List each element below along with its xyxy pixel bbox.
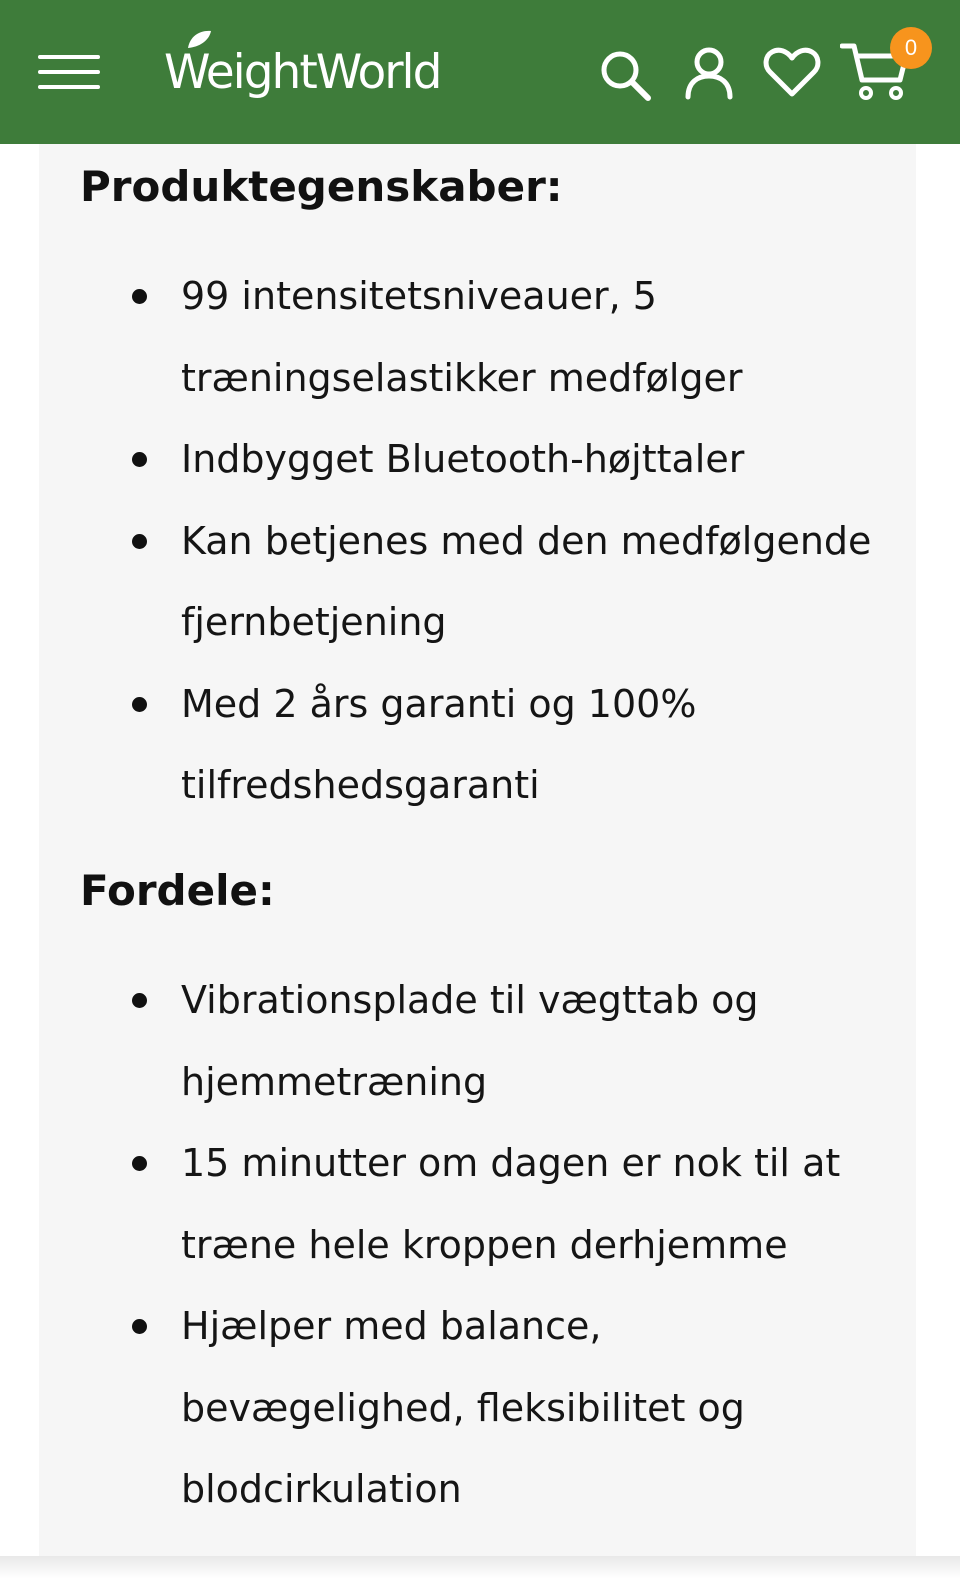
list-item <box>0 501 880 664</box>
menu-icon[interactable] <box>38 52 100 92</box>
bullet-icon <box>132 697 147 712</box>
list-item-text: Hjælper med balance, bevægelighed, fleksibilitet og blodcirkulation <box>181 1304 745 1511</box>
bullet-icon <box>132 289 147 304</box>
bullet-icon <box>132 534 147 549</box>
bullet-icon <box>132 993 147 1008</box>
site-header <box>0 0 960 144</box>
feature-list-fordele <box>0 960 880 1531</box>
list-item <box>0 960 880 1123</box>
section-title-produktegenskaber: Produktegenskaber: <box>80 162 563 211</box>
search-icon[interactable] <box>598 48 652 102</box>
page-bottom-edge <box>0 1556 960 1579</box>
list-item-text: Med 2 års garanti og 100% tilfredshedsgaranti <box>181 681 697 807</box>
list-item <box>0 1286 880 1531</box>
cart-count-badge: 0 <box>890 27 932 69</box>
list-item <box>0 1123 880 1286</box>
site-logo[interactable]: WeightWorld <box>164 45 441 100</box>
list-item-text: 15 minutter om dagen er nok til at træne hele kroppen derhjemme <box>181 1141 841 1267</box>
list-item <box>0 419 880 501</box>
section-title-fordele: Fordele: <box>80 866 275 915</box>
bullet-icon <box>132 1319 147 1334</box>
list-item-text: Kan betjenes med den medfølgende fjernbetjening <box>181 518 872 644</box>
heart-icon[interactable] <box>763 46 821 98</box>
bullet-icon <box>132 452 147 467</box>
list-item-text: Vibrationsplade til vægttab og hjemmetræning <box>181 978 759 1104</box>
feature-list-produktegenskaber <box>0 256 880 827</box>
list-item <box>0 664 880 827</box>
list-item-text: Indbygget Bluetooth-højttaler <box>181 437 745 481</box>
bullet-icon <box>132 1156 147 1171</box>
list-item-text: 99 intensitetsniveauer, 5 træningselastikker medfølger <box>181 274 743 400</box>
list-item <box>0 256 880 419</box>
account-icon[interactable] <box>684 46 734 100</box>
